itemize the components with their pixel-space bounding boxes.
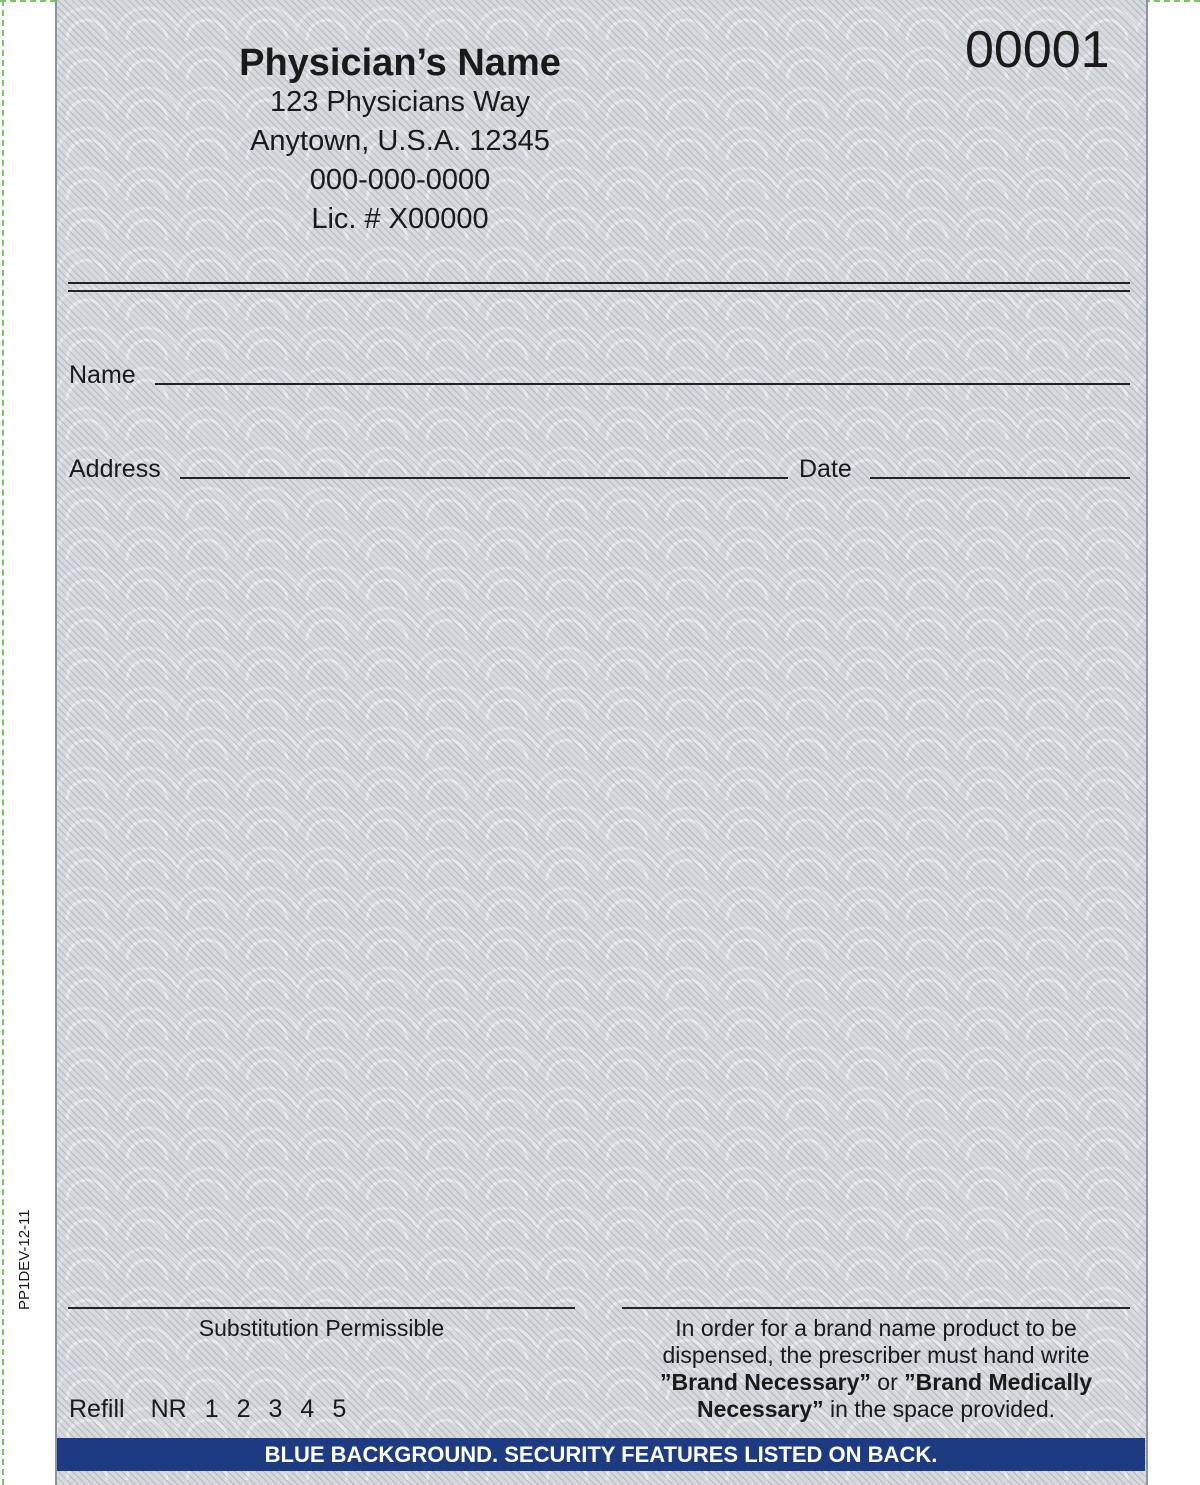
brand-necessary-text: ”Brand Necessary” [659, 1369, 871, 1395]
physician-name: Physician’s Name [239, 42, 561, 84]
address-field[interactable] [180, 477, 788, 479]
brand-notice-line1: In order for a brand name product to be [675, 1315, 1077, 1341]
physician-address1: 123 Physicians Way [269, 86, 531, 118]
security-banner: BLUE BACKGROUND. SECURITY FEATURES LISTED ON BACK. [57, 1438, 1145, 1471]
physician-phone: 000-000-0000 [309, 164, 491, 196]
substitution-label: Substitution Permissible [198, 1315, 445, 1341]
form-code: PP1DEV-12-11 [16, 1209, 33, 1310]
address-label: Address [69, 455, 161, 483]
refill-option-2[interactable]: 2 [236, 1395, 251, 1423]
refill-option-1[interactable]: 1 [204, 1395, 219, 1423]
serial-number: 00001 [965, 21, 1110, 79]
divider-bottom [68, 290, 1130, 292]
refill-option-5[interactable]: 5 [332, 1395, 347, 1423]
brand-signature-line[interactable] [622, 1307, 1130, 1309]
divider-top [68, 282, 1130, 284]
refill-label: Refill [69, 1395, 125, 1423]
refill-row [69, 1395, 364, 1424]
necessary-text: Necessary” [696, 1396, 824, 1422]
prescription-body-area[interactable] [65, 500, 1135, 1290]
physician-license: Lic. # X00000 [311, 203, 489, 235]
physician-header [110, 44, 690, 239]
name-field[interactable] [155, 383, 1130, 385]
refill-option-nr[interactable]: NR [150, 1395, 187, 1423]
brand-notice-line2: dispensed, the prescriber must hand write [662, 1342, 1090, 1368]
brand-notice-or: or [870, 1369, 905, 1395]
brand-medically-text: ”Brand Medically [904, 1369, 1093, 1395]
brand-notice-end: in the space provided. [823, 1396, 1056, 1422]
substitution-signature-line[interactable] [68, 1307, 575, 1309]
date-label: Date [799, 455, 852, 483]
name-label: Name [69, 361, 136, 389]
brand-notice [622, 1315, 1130, 1423]
cut-guide-left [2, 0, 4, 1485]
date-field[interactable] [870, 477, 1130, 479]
refill-option-3[interactable]: 3 [268, 1395, 283, 1423]
physician-address2: Anytown, U.S.A. 12345 [250, 125, 550, 157]
refill-option-4[interactable]: 4 [300, 1395, 315, 1423]
